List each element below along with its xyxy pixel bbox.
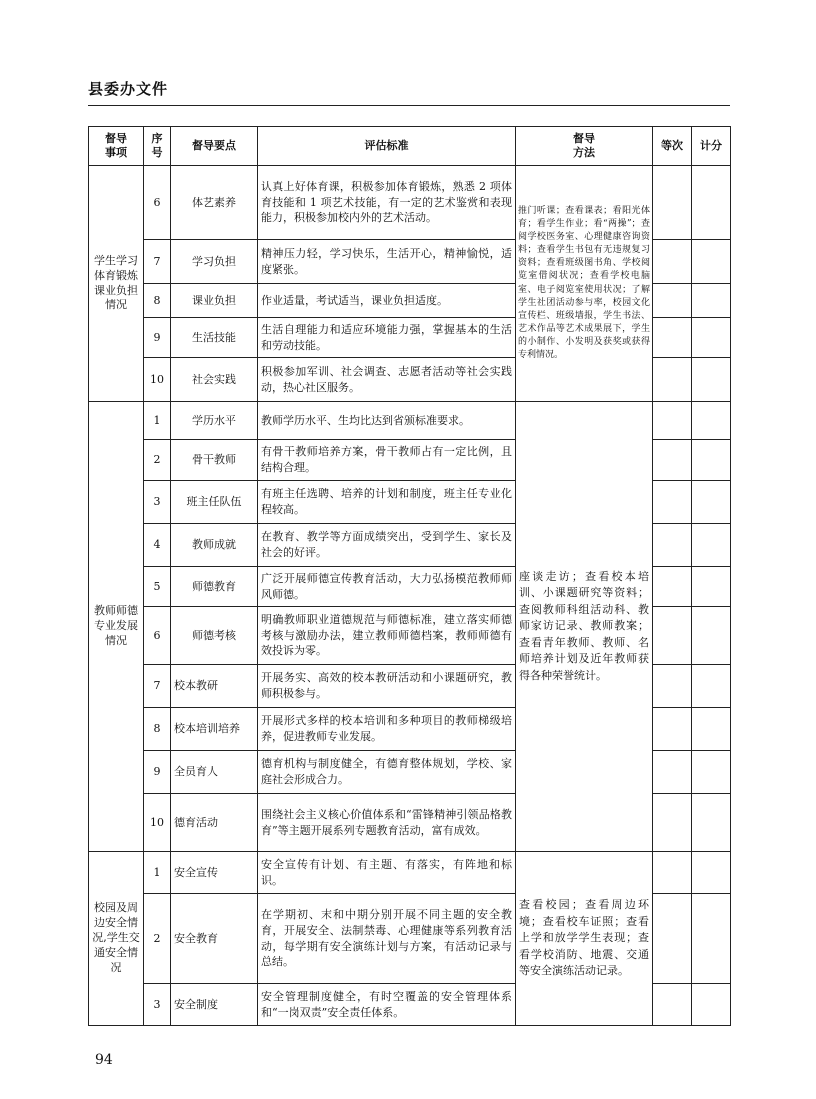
score-cell: [692, 166, 731, 240]
point-cell: 师德教育: [171, 567, 258, 607]
row-number: 1: [144, 852, 171, 894]
category-cell: 教师师德专业发展情况: [89, 402, 144, 852]
supervision-table: [88, 126, 731, 1026]
score-cell: [692, 402, 731, 440]
point-cell: 生活技能: [171, 318, 258, 358]
method-cell: 座谈走访；查看校本培训、小课题研究等资料；查阅教师科组活动科、教师家访记录、教师教案；查看青年教师、教师、名师培养计划及近年教师获得各种荣誉统计。: [516, 402, 653, 852]
score-cell: [692, 607, 731, 665]
row-number: 5: [144, 567, 171, 607]
row-number: 6: [144, 166, 171, 240]
header-method: 督导 方法: [516, 127, 653, 166]
grade-cell: [653, 852, 692, 894]
row-number: 2: [144, 894, 171, 984]
row-number: 7: [144, 665, 171, 708]
method-cell: 推门听课；查看课表；看阳光体育；看学生作业；看“两操”；查阅学校医务室、心理健康咨询资料；查看学生书包有无违规复习资料；查看班级图书角、学校阅览室借阅状况；查看学校电脑室、电子阅览室使用状况；了解学生社团活动参与率，校园文化宣传栏、班级墙报，学生书法、艺术作品等艺术成果展下，学生的小制作、小发明及获奖或获得专利情况。: [516, 166, 653, 402]
grade-cell: [653, 440, 692, 481]
header-point: 督导要点: [171, 127, 258, 166]
standard-cell: 德育机构与制度健全，有德育整体规划，学校、家庭社会形成合力。: [258, 751, 516, 794]
table-row: [89, 852, 731, 894]
point-cell: 师德考核: [171, 607, 258, 665]
point-cell: 学历水平: [171, 402, 258, 440]
point-cell: 全员育人: [171, 751, 258, 794]
score-cell: [692, 358, 731, 402]
row-number: 6: [144, 607, 171, 665]
standard-cell: 认真上好体育课，积极参加体育锻炼，熟悉 2 项体育技能和 1 项艺术技能，有一定的艺术鉴赏和表现能力，积极参加校内外的艺术活动。: [258, 166, 516, 240]
grade-cell: [653, 318, 692, 358]
header-score: 计分: [692, 127, 731, 166]
standard-cell: 安全宣传有计划、有主题、有落实，有阵地和标识。: [258, 852, 516, 894]
method-cell: 查看校园；查看周边环境；查看校车证照；查看上学和放学学生表现；查看学校消防、地震、交通等安全演练活动记录。: [516, 852, 653, 1026]
row-number: 10: [144, 358, 171, 402]
grade-cell: [653, 751, 692, 794]
score-cell: [692, 751, 731, 794]
point-cell: 骨干教师: [171, 440, 258, 481]
score-cell: [692, 440, 731, 481]
score-cell: [692, 984, 731, 1026]
standard-cell: 明确教师职业道德规范与师德标准，建立落实师德考核与激励办法，建立教师师德档案，教师师德有效投诉为零。: [258, 607, 516, 665]
point-cell: 教师成就: [171, 524, 258, 567]
row-number: 7: [144, 240, 171, 284]
category-cell: 校园及周边安全情况,学生交通安全情况: [89, 852, 144, 1026]
standard-cell: 开展形式多样的校本培训和多种项目的教师梯级培养，促进教师专业发展。: [258, 708, 516, 751]
score-cell: [692, 665, 731, 708]
grade-cell: [653, 708, 692, 751]
standard-cell: 教师学历水平、生均比达到省颁标准要求。: [258, 402, 516, 440]
point-cell: 学习负担: [171, 240, 258, 284]
point-cell: 安全宣传: [171, 852, 258, 894]
header-seq: 序 号: [144, 127, 171, 166]
document-header-title: 县委办文件: [88, 80, 169, 98]
grade-cell: [653, 166, 692, 240]
grade-cell: [653, 481, 692, 524]
point-cell: 校本教研: [171, 665, 258, 708]
score-cell: [692, 318, 731, 358]
grade-cell: [653, 358, 692, 402]
standard-cell: 生活自理能力和适应环境能力强，掌握基本的生活和劳动技能。: [258, 318, 516, 358]
row-number: 9: [144, 318, 171, 358]
score-cell: [692, 794, 731, 852]
point-cell: 体艺素养: [171, 166, 258, 240]
row-number: 8: [144, 708, 171, 751]
score-cell: [692, 240, 731, 284]
standard-cell: 围绕社会主义核心价值体系和“雷锋精神引领品格教育”等主题开展系列专题教育活动，富有成效。: [258, 794, 516, 852]
header-grade: 等次: [653, 127, 692, 166]
standard-cell: 开展务实、高效的校本教研活动和小课题研究，教师积极参与。: [258, 665, 516, 708]
score-cell: [692, 524, 731, 567]
score-cell: [692, 284, 731, 318]
grade-cell: [653, 240, 692, 284]
grade-cell: [653, 284, 692, 318]
score-cell: [692, 567, 731, 607]
grade-cell: [653, 665, 692, 708]
point-cell: 班主任队伍: [171, 481, 258, 524]
score-cell: [692, 708, 731, 751]
header-standard: 评估标准: [258, 127, 516, 166]
row-number: 8: [144, 284, 171, 318]
standard-cell: 在学期初、末和中期分别开展不同主题的安全教育，开展安全、法制禁毒、心理健康等系列教育活动，每学期有安全演练计划与方案，有活动记录与总结。: [258, 894, 516, 984]
point-cell: 安全制度: [171, 984, 258, 1026]
point-cell: 课业负担: [171, 284, 258, 318]
grade-cell: [653, 567, 692, 607]
row-number: 10: [144, 794, 171, 852]
grade-cell: [653, 894, 692, 984]
row-number: 1: [144, 402, 171, 440]
score-cell: [692, 481, 731, 524]
grade-cell: [653, 524, 692, 567]
point-cell: 社会实践: [171, 358, 258, 402]
point-cell: 校本培训培养: [171, 708, 258, 751]
category-cell: 学生学习体育锻炼课业负担情况: [89, 166, 144, 402]
row-number: 4: [144, 524, 171, 567]
point-cell: 安全教育: [171, 894, 258, 984]
page-number: 94: [95, 1052, 113, 1068]
table-row: [89, 402, 731, 440]
standard-cell: 作业适量，考试适当，课业负担适度。: [258, 284, 516, 318]
standard-cell: 安全管理制度健全，有时空覆盖的安全管理体系和“一岗双责”安全责任体系。: [258, 984, 516, 1026]
header-rule: [88, 105, 730, 106]
standard-cell: 积极参加军训、社会调查、志愿者活动等社会实践动，热心社区服务。: [258, 358, 516, 402]
grade-cell: [653, 984, 692, 1026]
standard-cell: 有班主任选聘、培养的计划和制度，班主任专业化程较高。: [258, 481, 516, 524]
standard-cell: 在教育、教学等方面成绩突出，受到学生、家长及社会的好评。: [258, 524, 516, 567]
grade-cell: [653, 794, 692, 852]
row-number: 3: [144, 481, 171, 524]
point-cell: 德育活动: [171, 794, 258, 852]
standard-cell: 广泛开展师德宣传教育活动，大力弘扬模范教师师风师德。: [258, 567, 516, 607]
row-number: 3: [144, 984, 171, 1026]
header-item: 督导 事项: [89, 127, 144, 166]
standard-cell: 精神压力轻，学习快乐，生活开心，精神愉悦，适度紧张。: [258, 240, 516, 284]
table-row: [89, 166, 731, 240]
score-cell: [692, 894, 731, 984]
score-cell: [692, 852, 731, 894]
grade-cell: [653, 607, 692, 665]
standard-cell: 有骨干教师培养方案，骨干教师占有一定比例，且结构合理。: [258, 440, 516, 481]
grade-cell: [653, 402, 692, 440]
table-header-row: [89, 127, 731, 166]
row-number: 9: [144, 751, 171, 794]
row-number: 2: [144, 440, 171, 481]
